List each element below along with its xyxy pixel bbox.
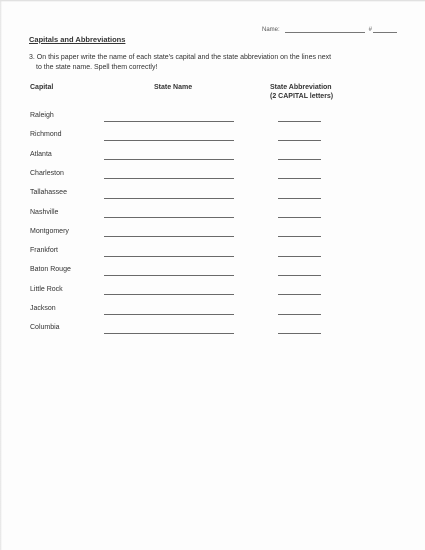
state-name-answer-line[interactable] (104, 217, 234, 218)
capital-label: Tallahassee (30, 189, 67, 197)
state-name-answer-line[interactable] (104, 314, 234, 315)
abbreviation-column-header (270, 83, 333, 101)
capital-label: Baton Rouge (30, 266, 71, 274)
capital-label: Charleston (30, 169, 64, 177)
state-name-column-header: State Name (154, 84, 193, 91)
abbreviation-answer-line[interactable] (278, 178, 321, 179)
capital-label: Montgomery (30, 227, 69, 235)
worksheet-title: Capitals and Abbreviations (29, 35, 126, 44)
state-name-answer-line[interactable] (104, 178, 234, 179)
name-label: Name: (262, 27, 280, 33)
abbreviation-header-line-1: State Abbreviation (270, 84, 332, 91)
abbreviation-answer-line[interactable] (278, 275, 321, 276)
state-name-answer-line[interactable] (104, 256, 234, 257)
abbreviation-answer-line[interactable] (278, 314, 321, 315)
name-blank[interactable] (285, 26, 365, 33)
abbreviation-answer-line[interactable] (278, 217, 321, 218)
name-line (262, 26, 397, 33)
state-name-answer-line[interactable] (104, 159, 234, 160)
capital-label: Frankfort (30, 247, 59, 255)
state-name-answer-line[interactable] (104, 236, 234, 237)
abbreviation-header-line-2: (2 CAPITAL letters) (270, 93, 334, 100)
capital-label: Jackson (30, 305, 56, 312)
scan-edge-left (0, 0, 2, 550)
capital-label: Richmond (30, 131, 62, 139)
state-name-answer-line[interactable] (104, 275, 234, 276)
abbreviation-answer-line[interactable] (278, 121, 321, 122)
state-name-answer-line[interactable] (104, 294, 234, 295)
abbreviation-answer-line[interactable] (278, 159, 321, 160)
instructions-line-1: 3. On this paper write the name of each state's capital and the state abbreviation on the lines next (29, 54, 332, 61)
abbreviation-answer-line[interactable] (278, 333, 321, 334)
capital-label: Little Rock (30, 285, 63, 293)
state-name-answer-line[interactable] (104, 198, 234, 199)
state-name-answer-line[interactable] (104, 121, 234, 122)
capital-label: Nashville (30, 208, 59, 216)
abbreviation-answer-line[interactable] (278, 236, 321, 237)
abbreviation-answer-line[interactable] (278, 294, 321, 295)
abbreviation-answer-line[interactable] (278, 140, 321, 141)
capital-label: Columbia (30, 324, 60, 332)
scan-edge-top (0, 0, 425, 2)
capital-label: Atlanta (30, 150, 52, 158)
state-name-answer-line[interactable] (104, 333, 234, 334)
state-name-answer-line[interactable] (104, 140, 234, 141)
capital-label: Raleigh (30, 112, 54, 119)
capital-column-header: Capital (30, 84, 54, 91)
instructions (29, 53, 399, 72)
number-label: # (368, 27, 373, 33)
abbreviation-answer-line[interactable] (278, 256, 321, 257)
number-blank[interactable] (373, 26, 397, 33)
abbreviation-answer-line[interactable] (278, 198, 321, 199)
instructions-line-2: to the state name. Spell them correctly! (36, 63, 158, 71)
